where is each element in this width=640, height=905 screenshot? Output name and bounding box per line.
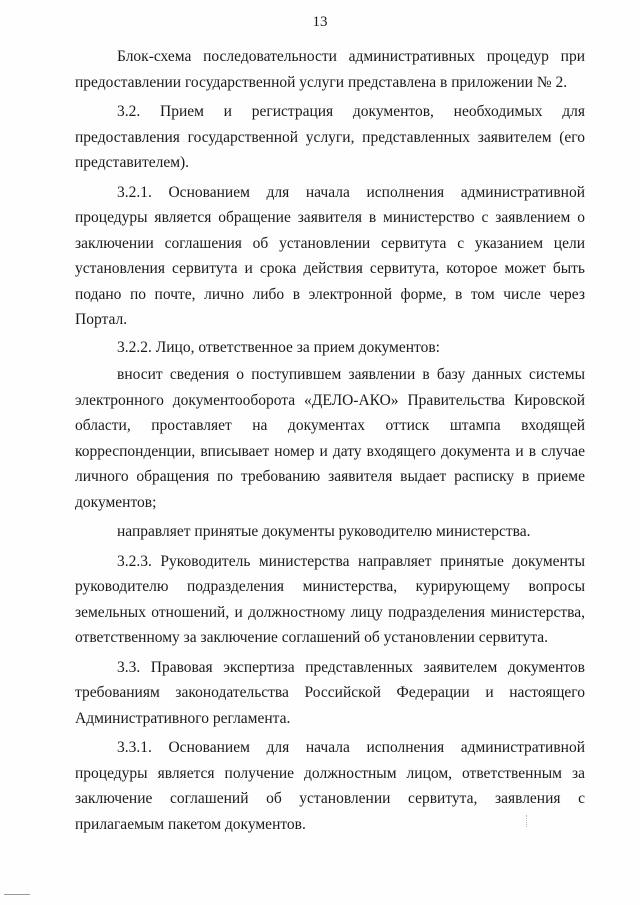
paragraph-registration-duties: вносит сведения о поступившем заявлении в базу данных системы электронного документооборота «ДЕЛО-АКО» Правительства Кировской области, проставляет на документах оттиск штампа входящей корреспонденции, вписывает номер и дату входящего документа и в случае личного обращения по требованию заявителя выдает расписку в приеме документов; xyxy=(75,366,585,511)
paragraph-section-3-2: 3.2. Прием и регистрация документов, необходимых для предоставления государственной услуги, представленных заявителем (его представителем). xyxy=(75,103,585,171)
scan-artifact xyxy=(526,815,528,827)
page-number: 13 xyxy=(312,14,328,30)
paragraph-section-3-2-1: 3.2.1. Основанием для начала исполнения административной процедуры является обращение заявителя в министерство с заявлением о заключении соглашения об установлении сервитута с указанием цели установления сервитута и срока действия сервитута, которое может быть подано по почте, лично либо в электронной форме, в том числе через Портал. xyxy=(75,183,585,328)
paragraph-section-3-3: 3.3. Правовая экспертиза представленных заявителем документов требованиям законодательства Российской Федерации и настоящего Административного регламента. xyxy=(75,658,585,727)
paragraph-section-3-3-1: 3.3.1. Основанием для начала исполнения административной процедуры является получение должностным лицом, ответственным за заключение соглашений об установлении сервитута, заявления с прилагаемым пакетом документов. xyxy=(75,739,585,833)
paragraph-forward-documents: направляет принятые документы руководителю министерства. xyxy=(117,523,531,540)
scan-edge-mark xyxy=(4,894,30,895)
paragraph-section-3-2-2: 3.2.2. Лицо, ответственное за прием документов: xyxy=(117,338,440,356)
paragraph-section-3-2-3: 3.2.3. Руководитель министерства направляет принятые документы руководителю подразделения министерства, курирующему вопросы земельных отношений, и должностному лицу подразделения министерства, ответственному за заключение соглашений об установлении сервитута. xyxy=(75,552,585,646)
document-body xyxy=(75,44,585,837)
paragraph-flowchart-reference: Блок-схема последовательности административных процедур при предоставлении государственной услуги представлена в приложении № 2. xyxy=(75,48,585,91)
